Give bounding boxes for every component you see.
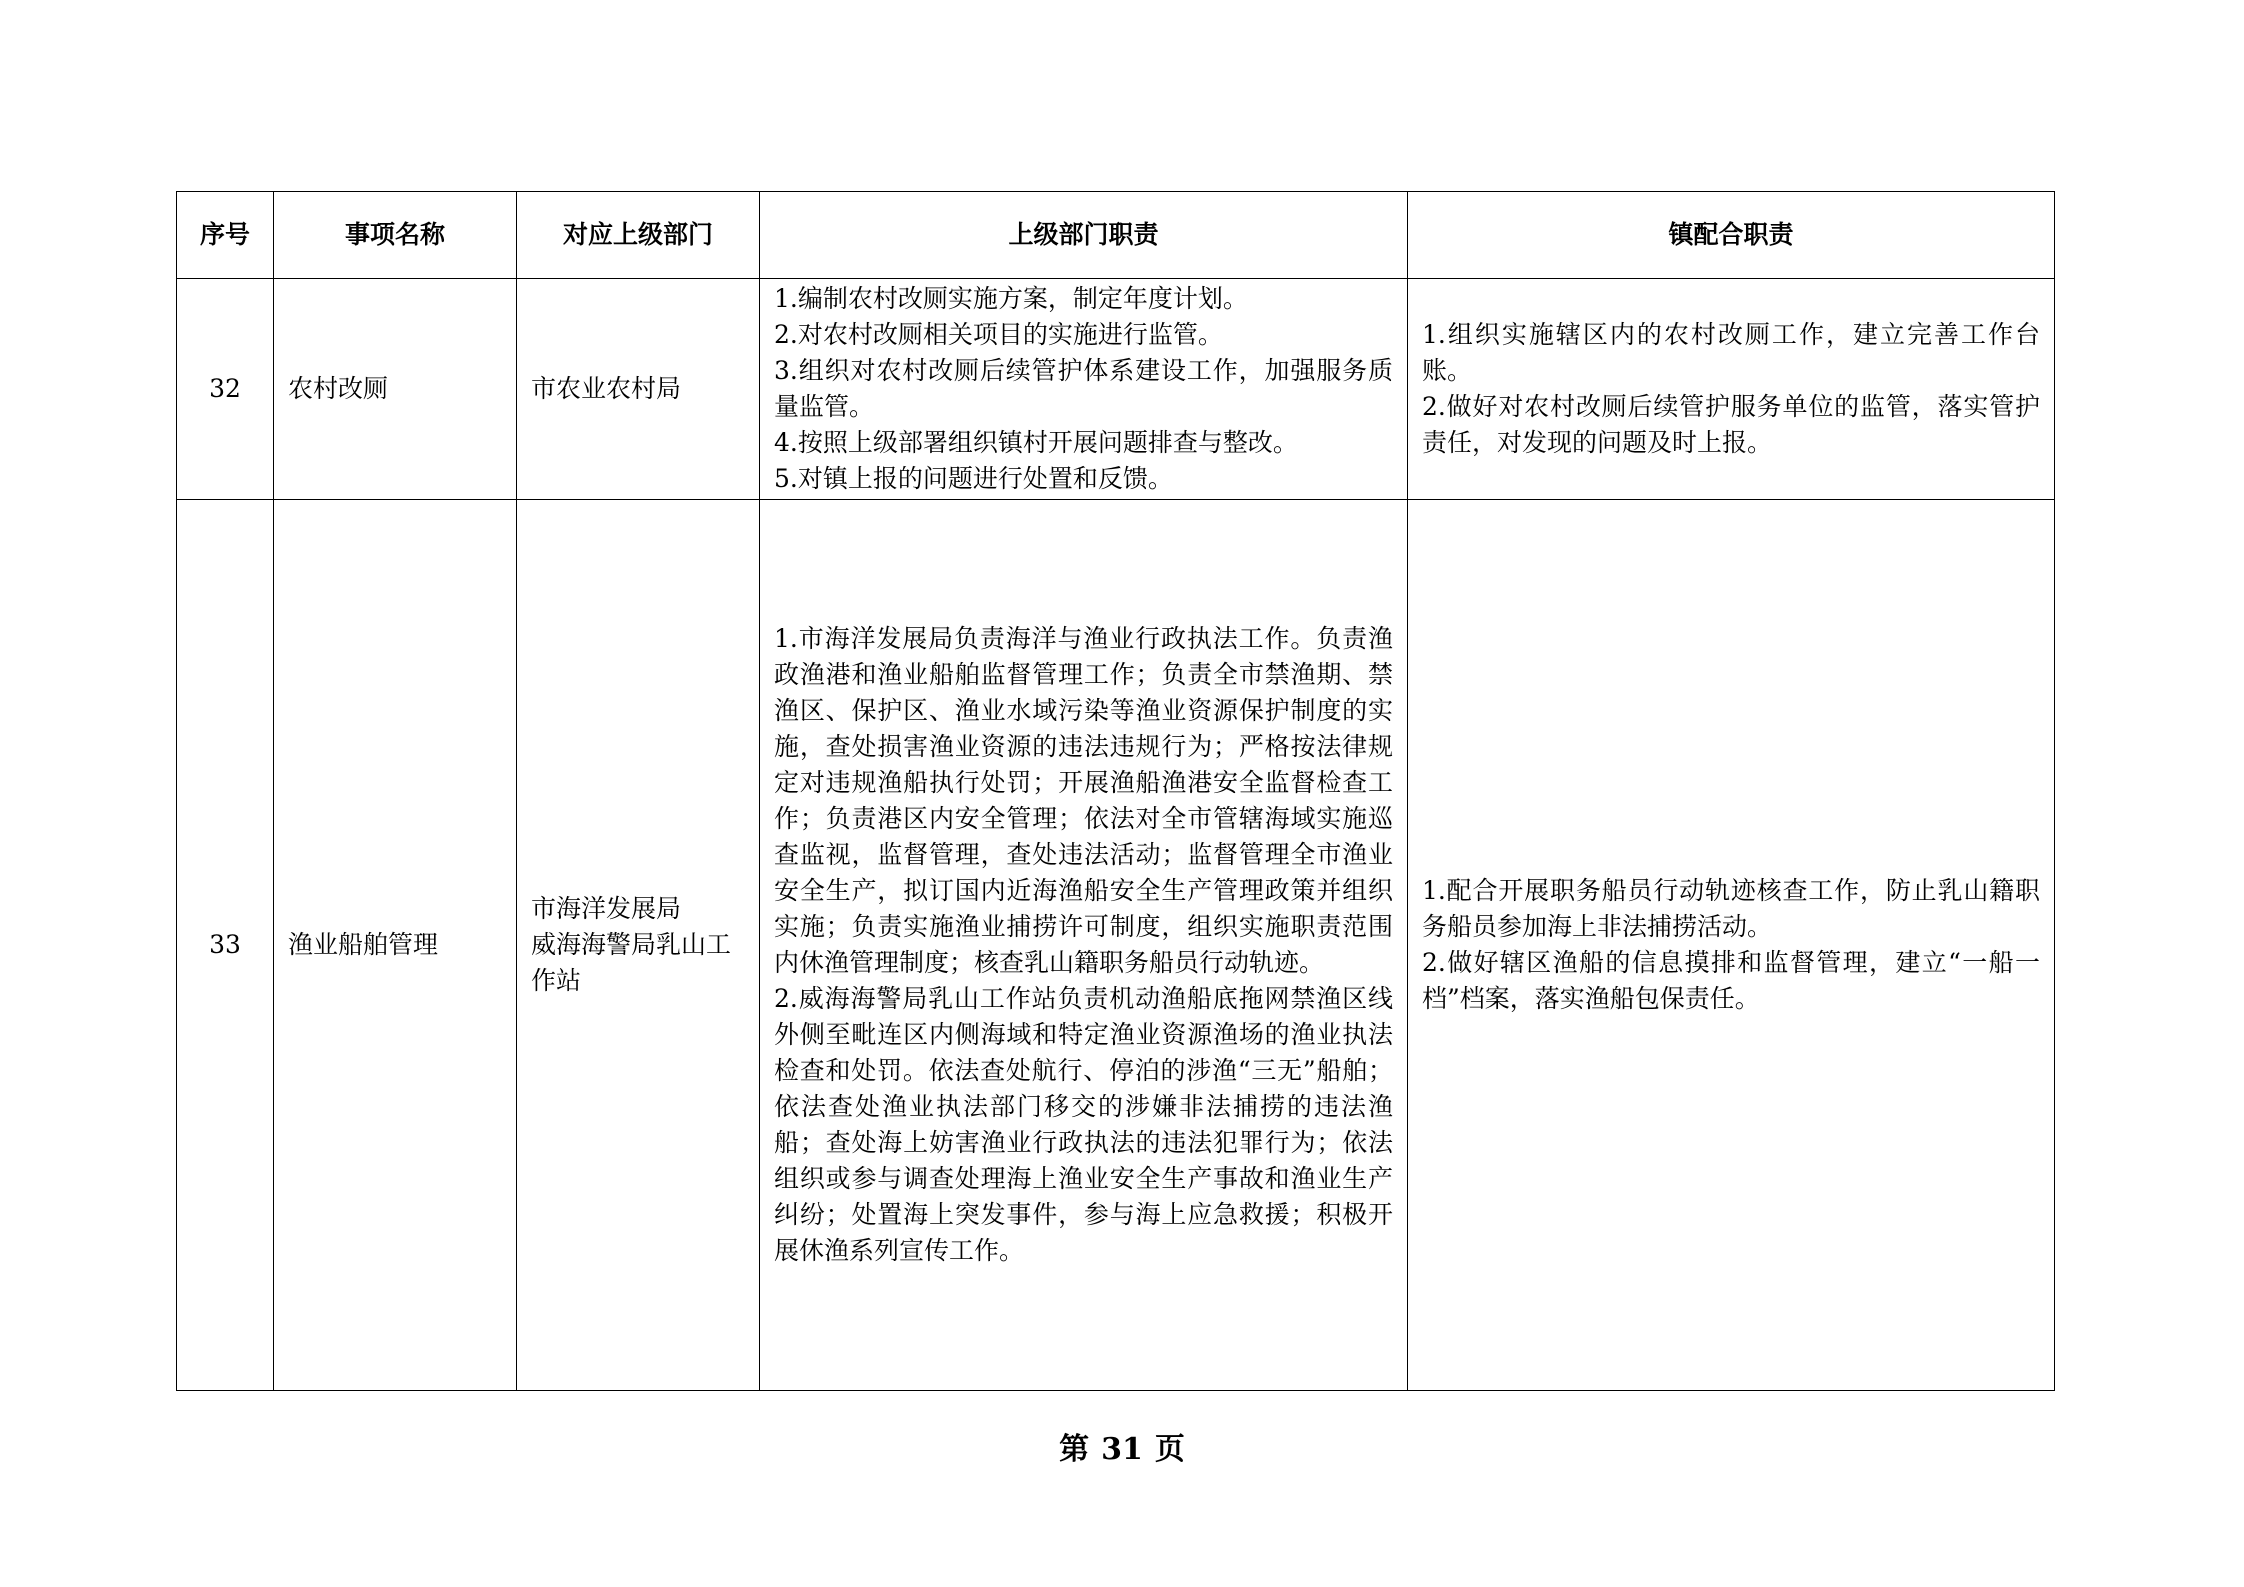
upper-duty: 4.按照上级部署组织镇村开展问题排查与整改。 (774, 428, 1298, 457)
department-name: 威海海警局乳山工作站 (531, 930, 732, 995)
table-row (177, 279, 2055, 500)
town-duty: 1.配合开展职务船员行动轨迹核查工作，防止乳山籍职务船员参加海上非法捕捞活动。 (1422, 876, 2040, 941)
upper-duty: 2.威海海警局乳山工作站负责机动渔船底拖网禁渔区线外侧至毗连区内侧海域和特定渔业资源渔场的渔业执法检查和处罚。依法查处航行、停泊的涉渔“三无”船舶；依法查处渔业执法部门移交的涉嫌非法捕捞的违法渔船；查处海上妨害渔业行政执法的违法犯罪行为；依法组织或参与调查处理海上渔业安全生产事故和渔业生产纠纷；处置海上突发事件，参与海上应急救援；积极开展休渔系列宣传工作。 (774, 984, 1393, 1265)
department-cell (517, 279, 760, 500)
upper-duty: 3.组织对农村改厕后续管护体系建设工作，加强服务质量监管。 (774, 356, 1393, 421)
town-duties-cell (1408, 279, 2055, 500)
duty-table (176, 191, 2055, 1391)
upper-duty: 1.编制农村改厕实施方案，制定年度计划。 (774, 284, 1248, 313)
town-duty: 2.做好对农村改厕后续管护服务单位的监管，落实管护责任，对发现的问题及时上报。 (1422, 392, 2040, 457)
row-number: 32 (177, 279, 274, 500)
header-dept: 对应上级部门 (517, 192, 760, 279)
header-no: 序号 (177, 192, 274, 279)
upper-duties-cell (760, 500, 1408, 1391)
row-number: 33 (177, 500, 274, 1391)
table-header-row (177, 192, 2055, 279)
department-cell (517, 500, 760, 1391)
town-duty: 2.做好辖区渔船的信息摸排和监督管理，建立“一船一档”档案，落实渔船包保责任。 (1422, 948, 2040, 1013)
table-row (177, 500, 2055, 1391)
header-name: 事项名称 (274, 192, 517, 279)
upper-duties-cell (760, 279, 1408, 500)
header-town-duties: 镇配合职责 (1408, 192, 2055, 279)
department-name: 市海洋发展局 (531, 894, 682, 923)
department-name: 市农业农村局 (531, 374, 682, 403)
item-name: 渔业船舶管理 (274, 500, 517, 1391)
town-duty: 1.组织实施辖区内的农村改厕工作，建立完善工作台账。 (1422, 320, 2040, 385)
page-suffix: 页 (1154, 1432, 1185, 1467)
town-duties-cell (1408, 500, 2055, 1391)
upper-duty: 2.对农村改厕相关项目的实施进行监管。 (774, 320, 1223, 349)
page-number: 31 (1101, 1432, 1143, 1467)
header-upper-duties: 上级部门职责 (760, 192, 1408, 279)
page-number-footer (0, 1424, 2244, 1468)
upper-duty: 1.市海洋发展局负责海洋与渔业行政执法工作。负责渔政渔港和渔业船舶监督管理工作；负责全市禁渔期、禁渔区、保护区、渔业水域污染等渔业资源保护制度的实施，查处损害渔业资源的违法违规行为；严格按法律规定对违规渔船执行处罚；开展渔船渔港安全监督检查工作；负责港区内安全管理；依法对全市管辖海域实施巡查监视，监督管理，查处违法活动；监督管理全市渔业安全生产，拟订国内近海渔船安全生产管理政策并组织实施；负责实施渔业捕捞许可制度，组织实施职责范围内休渔管理制度；核查乳山籍职务船员行动轨迹。 (774, 624, 1393, 977)
page-prefix: 第 (1059, 1432, 1090, 1467)
upper-duty: 5.对镇上报的问题进行处置和反馈。 (774, 464, 1173, 493)
item-name: 农村改厕 (274, 279, 517, 500)
